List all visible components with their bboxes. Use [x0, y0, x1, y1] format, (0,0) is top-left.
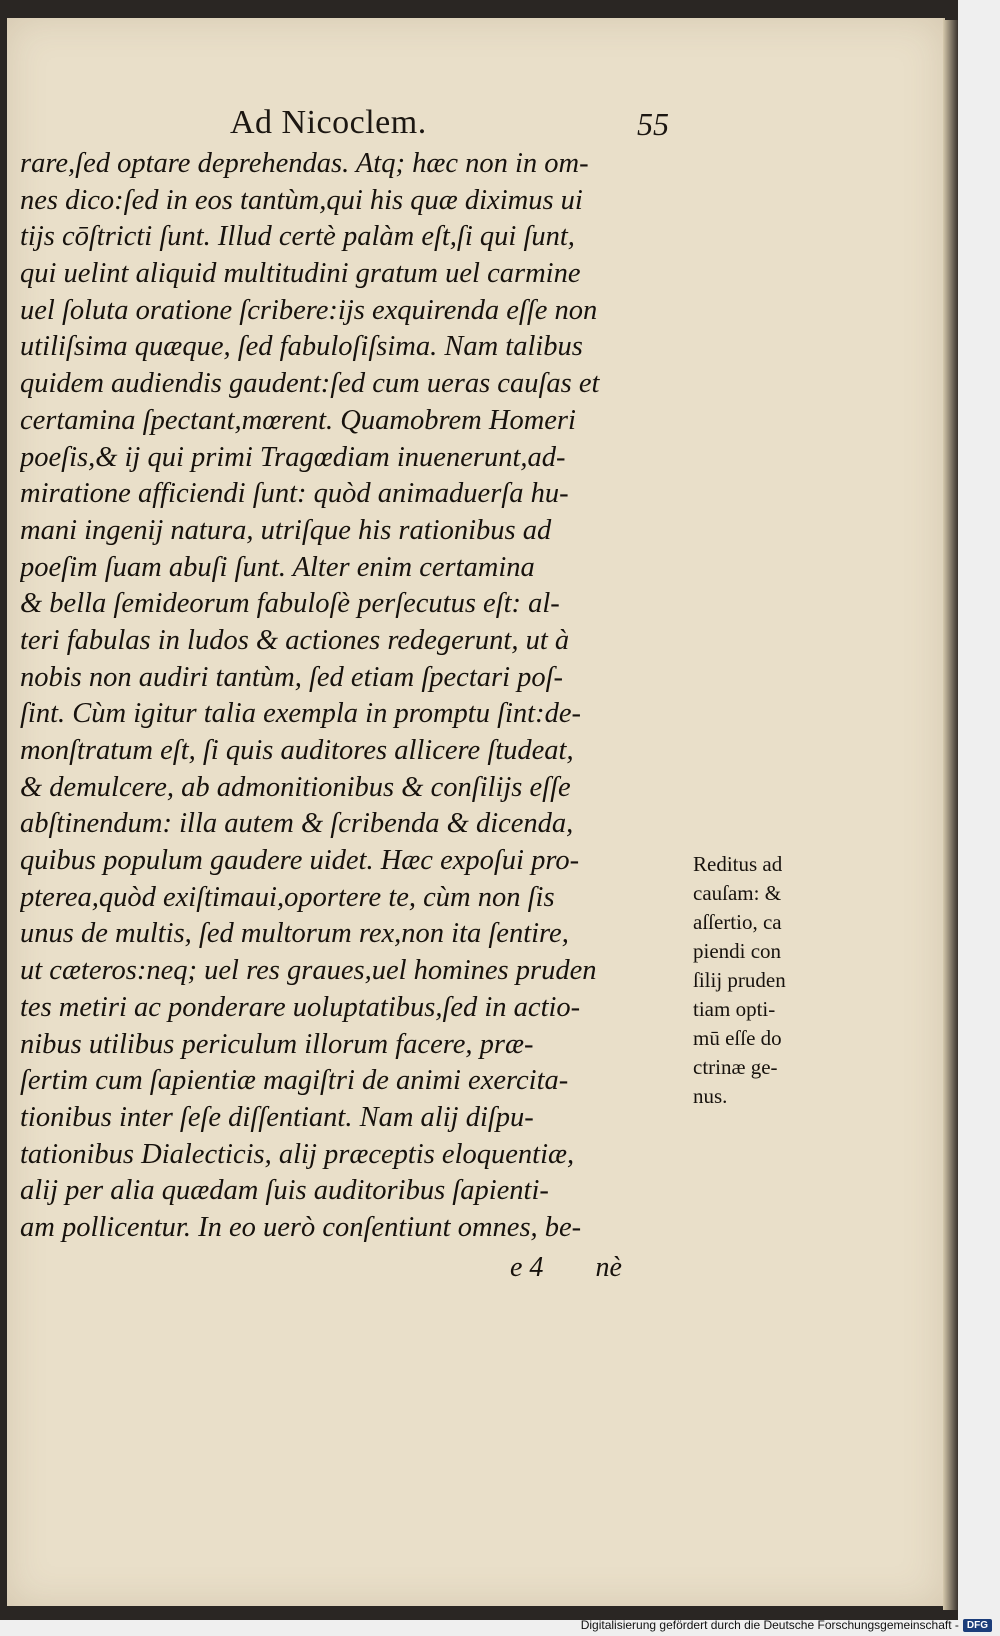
text-line: mani ingenij natura, utriſque his rationibus ad: [20, 514, 552, 546]
text-line: uel ſoluta oratione ſcribere:ijs exquirenda eſſe non: [20, 294, 598, 326]
text-line: nobis non audiri tantùm, ſed etiam ſpectari poſ-: [20, 661, 564, 693]
text-line: abſtinendum: illa autem & ſcribenda & dicenda,: [20, 808, 574, 840]
marginal-line: cauſam: &: [693, 881, 782, 905]
text-line: pterea,quòd exiſtimaui,oportere te, cùm non ſis: [20, 881, 555, 913]
marginal-line: mū eſſe do: [693, 1026, 782, 1050]
credit-text: Digitalisierung gefördert durch die Deutsche Forschungsgemeinschaft -: [580, 1618, 959, 1632]
text-line: tes metiri ac ponderare uoluptatibus,ſed in actio-: [20, 991, 581, 1023]
text-line: ſint. Cùm igitur talia exempla in promptu ſint:de-: [20, 698, 581, 730]
text-line: nibus utilibus periculum illorum facere, præ-: [20, 1028, 534, 1060]
text-line: nes dico:ſed in eos tantùm,qui his quæ diximus ui: [20, 184, 583, 216]
text-line: tijs cōſtricti ſunt. Illud certè palàm eſt,ſi qui ſunt,: [20, 221, 575, 253]
body-text: [20, 146, 680, 1247]
text-line: am pollicentur. In eo uerò conſentiunt omnes, be-: [20, 1211, 582, 1243]
text-line: tionibus inter ſeſe diſſentiant. Nam alij diſpu-: [20, 1101, 534, 1133]
page-number: 55: [637, 106, 669, 142]
catchword: nè: [595, 1252, 622, 1283]
running-head: Ad Nicoclem.: [230, 104, 427, 141]
signature-line: [510, 1252, 674, 1284]
text-line: teri fabulas in ludos & actiones redegerunt, ut à: [20, 624, 570, 656]
marginal-line: ctrinæ ge-: [693, 1055, 778, 1079]
text-line: certamina ſpectant,mœrent. Quamobrem Homeri: [20, 404, 576, 436]
text-line: monſtratum eſt, ſi quis auditores allicere ſtudeat,: [20, 735, 574, 766]
marginal-line: Reditus ad: [693, 852, 783, 876]
text-line: poeſis,& ij qui primi Tragœdiam inuenerunt,ad-: [20, 441, 566, 473]
text-line: ſertim cum ſapientiæ magiſtri de animi exercita-: [20, 1065, 569, 1097]
marginal-line: nus.: [693, 1084, 728, 1108]
text-line: qui uelint aliquid multitudini gratum uel carmine: [20, 258, 581, 290]
text-line: miratione afficiendi ſunt: quòd animaduerſa hu-: [20, 478, 569, 510]
digitization-credit: [581, 1618, 992, 1632]
marginal-note: [693, 850, 843, 1111]
text-line: utiliſsima quæque, ſed fabuloſiſsima. Nam talibus: [20, 331, 583, 363]
text-line: unus de multis, ſed multorum rex,non ita ſentire,: [20, 918, 569, 950]
marginal-line: aſſertio, ca: [693, 910, 782, 934]
text-line: & demulcere, ab admonitionibus & conſilijs eſſe: [20, 771, 571, 803]
text-line: ut cæteros:neq; uel res graues,uel homines pruden: [20, 955, 597, 987]
text-line: & bella ſemideorum fabuloſè perſecutus eſt: al-: [20, 588, 560, 620]
signature-mark: e 4: [510, 1252, 544, 1283]
text-line: quibus populum gaudere uidet. Hæc expoſui pro-: [20, 845, 580, 877]
marginal-line: piendi con: [693, 939, 782, 963]
text-line: quidem audiendis gaudent:ſed cum ueras cauſas et: [20, 368, 600, 400]
page-edge: [943, 20, 958, 1610]
text-line: rare,ſed optare deprehendas. Atq; hæc non in om-: [20, 148, 589, 179]
text-line: alij per alia quædam ſuis auditoribus ſapienti-: [20, 1175, 549, 1207]
text-line: tationibus Dialecticis, alij præceptis eloquentiæ,: [20, 1138, 575, 1170]
marginal-line: tiam opti-: [693, 997, 776, 1021]
text-line: poeſim ſuam abuſi ſunt. Alter enim certamina: [20, 551, 535, 583]
marginal-line: ſilij pruden: [693, 968, 786, 992]
dfg-logo-icon: DFG: [963, 1619, 992, 1632]
